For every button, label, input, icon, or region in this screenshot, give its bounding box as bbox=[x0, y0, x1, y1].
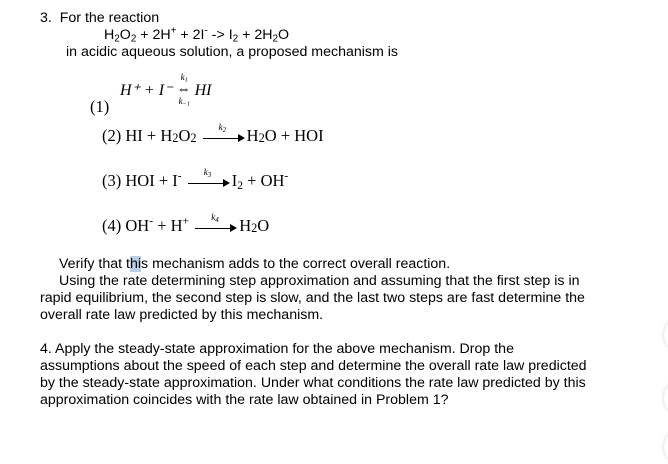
problem-4-line-4: approximation coincides with the rate law obtained in Problem 1? bbox=[40, 392, 449, 408]
step-1-products: HI bbox=[194, 82, 212, 99]
k-reverse: $k_{-1}$ bbox=[178, 96, 190, 108]
verify-instruction: Verify that this mechanism adds to the correct overall reaction. bbox=[59, 256, 451, 272]
k-forward: $k_1$ bbox=[180, 72, 188, 84]
problem-4-line-1: 4. Apply the steady-state approximation for the above mechanism. Drop the bbox=[40, 341, 514, 357]
rate-determining-line-2: rapid equilibrium, the second step is slow, and the last two steps are fast determine the bbox=[40, 290, 585, 306]
reaction-context: in acidic aqueous solution, a proposed mechanism is bbox=[66, 44, 399, 60]
problem-intro: For the reaction bbox=[59, 10, 160, 26]
problem-3-heading bbox=[40, 10, 159, 26]
rate-determining-line-1: Using the rate determining step approximation and assuming that the first step is in bbox=[59, 273, 580, 289]
equilibrium-arrow-icon: ⇔ $k_1$ $k_{-1}$ bbox=[176, 72, 191, 108]
rate-determining-line-3: overall rate law predicted by this mechanism. bbox=[40, 307, 324, 323]
step-2-equation: (2) HI + $H_2O_2$ $k_2$ $H_2O$ + HOI bbox=[102, 122, 324, 146]
reaction-arrow-icon: $k_2$ bbox=[203, 130, 245, 144]
reaction-arrow-icon: $k_4$ bbox=[195, 220, 237, 234]
problem-4-line-3: by the steady-state approximation. Under what conditions the rate law predicted by this bbox=[40, 375, 586, 391]
floating-button[interactable] bbox=[664, 381, 668, 415]
problem-number: 3. bbox=[40, 10, 52, 26]
text-selection[interactable]: hi bbox=[129, 256, 142, 272]
overall-reaction: $H_2O_2 + 2H^+ + 2I^- -> I_2 + 2H_2O$ bbox=[104, 25, 290, 45]
step-3-equation: (3) HOI + I- $k_3$ $I_2 + OH^-$ bbox=[102, 167, 289, 192]
floating-button[interactable] bbox=[664, 318, 668, 352]
step-1-label: (1) bbox=[90, 97, 110, 116]
step-1-reactants: H⁺ + I⁻ bbox=[120, 82, 173, 99]
step-1-equation bbox=[120, 72, 212, 108]
reaction-arrow-icon: $k_3$ bbox=[188, 175, 230, 189]
floating-button[interactable] bbox=[664, 430, 668, 464]
problem-4-line-2: assumptions about the speed of each step and determine the overall rate law predicted bbox=[40, 358, 587, 374]
step-4-equation: (4) OH- + H+ $k_4$ $H_2O$ bbox=[102, 212, 270, 236]
